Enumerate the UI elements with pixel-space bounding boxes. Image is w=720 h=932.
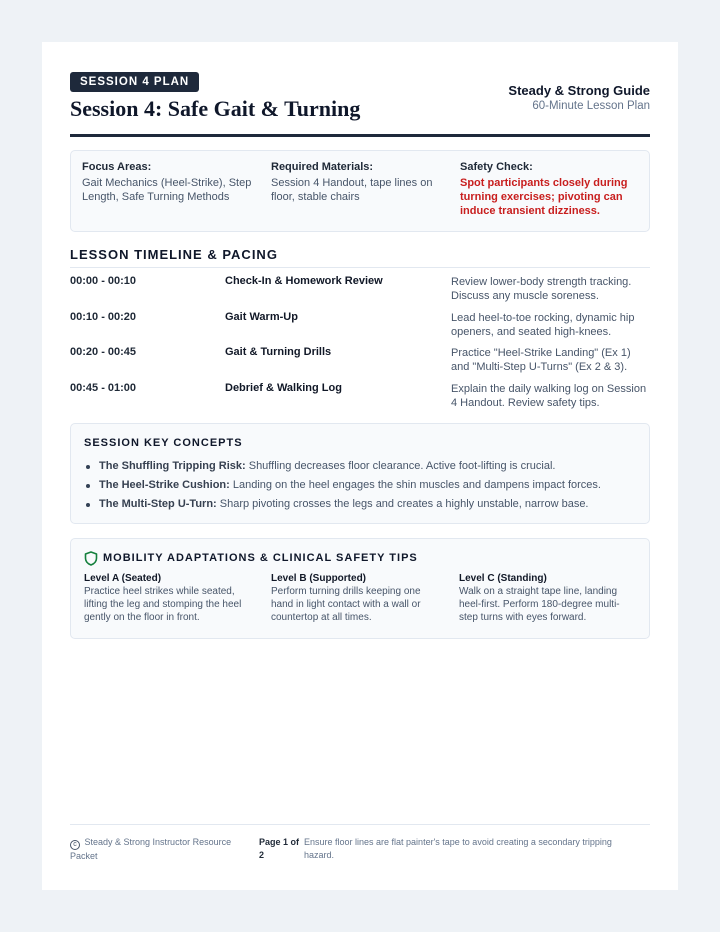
timeline-time: 00:45 - 01:00	[70, 381, 137, 394]
session-info-box	[70, 150, 650, 232]
timeline-row	[70, 346, 650, 382]
shield-icon	[84, 551, 98, 566]
timeline-row	[70, 275, 650, 311]
page-content	[70, 72, 650, 623]
level-title: Level A (Seated)	[84, 573, 162, 584]
timeline-activity: Debrief & Walking Log	[225, 381, 342, 394]
required-materials-label: Required Materials:	[271, 161, 374, 173]
concept-term: The Multi-Step U-Turn:	[99, 498, 217, 510]
list-item	[84, 476, 644, 495]
page-title: Session 4: Safe Gait & Turning	[70, 96, 361, 121]
timeline-description: Lead heel-to-toe rocking, dynamic hip openers, and seated high-knees.	[451, 311, 635, 338]
safety-check-label: Safety Check:	[460, 161, 533, 173]
session-badge: SESSION 4 PLAN	[70, 72, 199, 92]
level-title: Level B (Supported)	[271, 573, 367, 584]
concept-text: Sharp pivoting crosses the legs and creates a highly unstable, narrow base.	[216, 498, 589, 510]
required-materials	[271, 161, 441, 204]
header-divider	[70, 134, 650, 137]
page-footer	[70, 824, 650, 861]
key-concepts-heading: SESSION KEY CONCEPTS	[84, 437, 243, 449]
copyright-icon: c	[70, 840, 80, 850]
timeline-activity: Check-In & Homework Review	[225, 275, 383, 287]
level-c	[459, 573, 629, 624]
timeline-heading: LESSON TIMELINE & PACING	[70, 247, 278, 262]
timeline-row	[70, 382, 650, 418]
bullet-icon	[86, 465, 90, 469]
guide-subtitle: 60-Minute Lesson Plan	[532, 100, 650, 112]
timeline-table	[70, 275, 650, 417]
timeline-description: Review lower-body strength tracking. Discuss any muscle soreness.	[451, 276, 632, 302]
page-header	[70, 72, 650, 136]
safety-check-text: Spot participants closely during turning exercises; pivoting can induce transient dizziness.	[460, 177, 628, 217]
concept-text: Landing on the heel engages the shin muscles and dampens impact forces.	[229, 479, 601, 491]
timeline-time: 00:20 - 00:45	[70, 346, 137, 358]
timeline-time: 00:10 - 00:20	[70, 310, 137, 323]
timeline-activity: Gait Warm-Up	[225, 310, 298, 323]
required-materials-text: Session 4 Handout, tape lines on floor, stable chairs	[271, 177, 433, 203]
focus-areas-text: Gait Mechanics (Heel-Strike), Step Length, Safe Turning Methods	[82, 177, 252, 203]
list-item	[84, 457, 644, 476]
timeline-time: 00:00 - 00:10	[70, 275, 137, 287]
timeline-row	[70, 311, 650, 347]
timeline-description: Explain the daily walking log on Session 4 Handout. Review safety tips.	[451, 382, 647, 409]
safety-tips-heading: MOBILITY ADAPTATIONS & CLINICAL SAFETY TIPS	[103, 552, 418, 564]
key-concepts-box	[70, 423, 650, 524]
page-number: Page 1 of 2	[259, 837, 300, 860]
safety-tips-box	[70, 538, 650, 639]
timeline-divider	[70, 267, 650, 268]
level-b	[271, 573, 441, 624]
level-title: Level C (Standing)	[459, 573, 547, 584]
focus-areas-label: Focus Areas:	[82, 161, 152, 173]
footer-source	[70, 836, 250, 863]
focus-areas	[82, 161, 252, 204]
concept-term: The Heel-Strike Cushion:	[99, 479, 230, 491]
timeline-activity: Gait & Turning Drills	[225, 346, 332, 358]
timeline-description: Practice "Heel-Strike Landing" (Ex 1) and "Multi-Step U-Turns" (Ex 2 & 3).	[451, 347, 631, 373]
key-concepts-list	[84, 457, 644, 514]
level-text: Perform turning drills keeping one hand in light contact with a wall or countertop at all times.	[271, 586, 421, 623]
concept-term: The Shuffling Tripping Risk:	[99, 460, 246, 472]
footer-note: Ensure floor lines are flat painter's tape to avoid creating a secondary tripping hazard.	[304, 837, 612, 860]
concept-text: Shuffling decreases floor clearance. Active foot-lifting is crucial.	[245, 460, 556, 472]
list-item	[84, 495, 644, 514]
bullet-icon	[86, 503, 90, 507]
footer-source-text: Steady & Strong Instructor Resource Packet	[70, 837, 232, 861]
safety-check	[460, 161, 630, 218]
level-text: Practice heel strikes while seated, lifting the leg and stomping the heel gently on the floor in front.	[84, 586, 242, 623]
lesson-plan-page	[42, 42, 678, 890]
level-a	[84, 573, 254, 624]
guide-name: Steady & Strong Guide	[508, 83, 650, 98]
level-text: Walk on a straight tape line, landing heel-first. Perform 180-degree multi-step turns with eyes forward.	[459, 586, 620, 623]
bullet-icon	[86, 484, 90, 488]
